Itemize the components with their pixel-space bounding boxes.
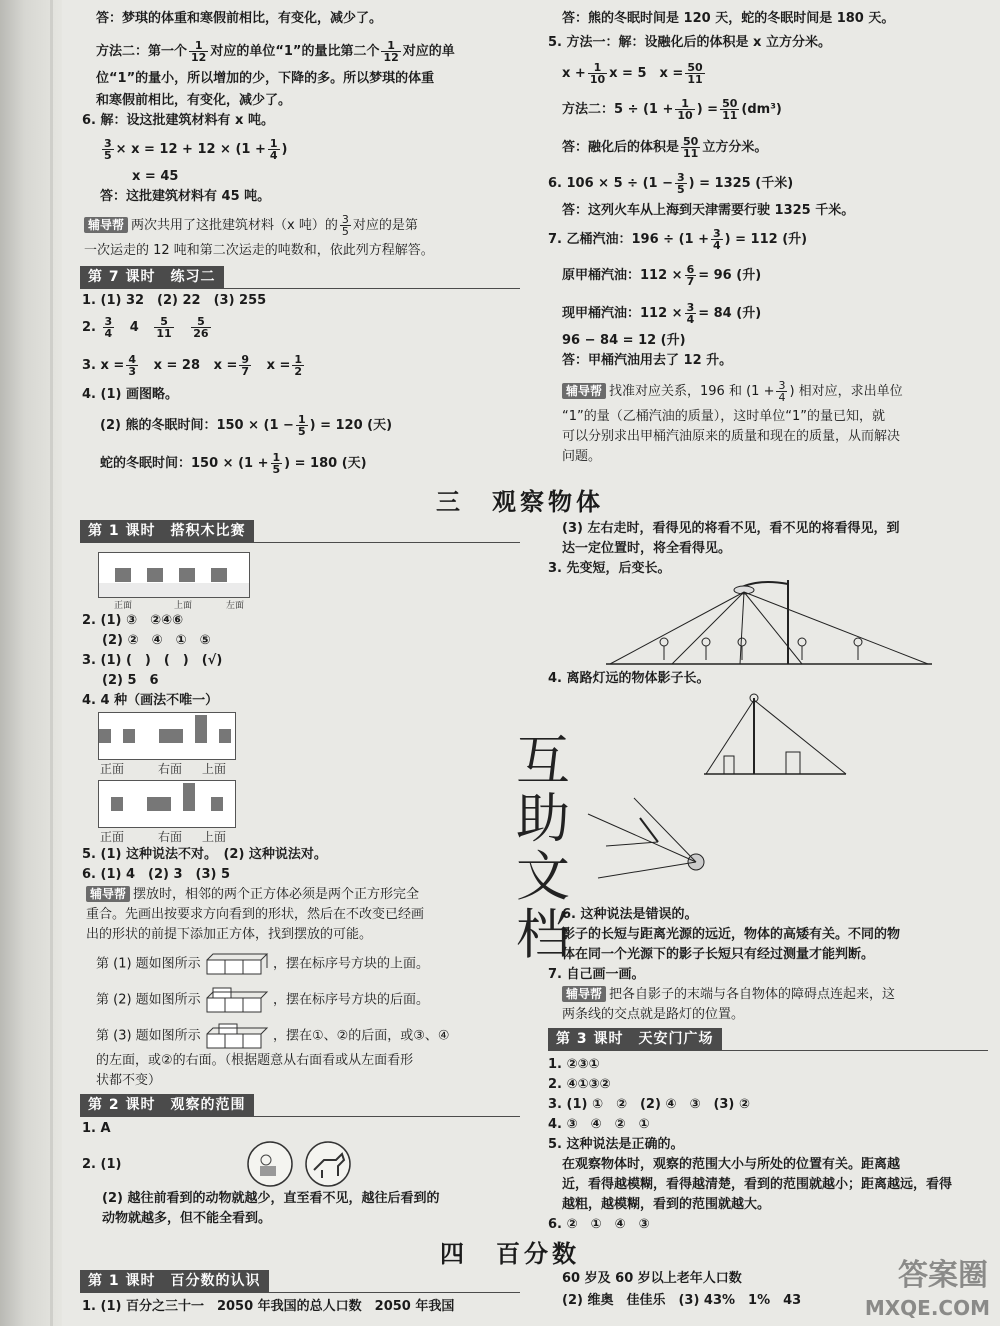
help-line: 辅导帮 把各自影子的末端与各自物体的障碍点连起来，这 (562, 986, 895, 1004)
site-watermark (840, 1246, 1000, 1326)
text-line: 7. 自己画一画。 (548, 967, 645, 982)
text-line: 6. 这种说法是错误的。 (562, 907, 698, 922)
view-label: 正面 (100, 830, 125, 844)
grid-row-shade (99, 583, 249, 597)
help-badge: 辅导帮 (84, 217, 128, 233)
object-near (724, 756, 734, 774)
text-line: 在观察物体时，观察的范围大小与所处的位置有关。距离越 (562, 1157, 901, 1172)
view-label: 上面 (174, 601, 193, 611)
streetlight-shadow-diagram (606, 576, 936, 668)
lamp-shadow-diagram (700, 690, 850, 780)
text-line: 2. (1) ③ ②④⑥ (82, 613, 183, 628)
help-line: 第 (1) 题如图所示 ，摆在标序号方块的上面。 (96, 952, 429, 976)
text-line: (2) 越往前看到的动物就越少，直至看不见，越往后看到的 (102, 1191, 440, 1206)
text-line: 方法二：第一个 $\frac{1}{12}$ 对应的单位“1”的量比第二个 $\frac{1}{12}$ 对应的单 (96, 39, 455, 64)
block-view-grid (98, 552, 250, 598)
equation-line: 96 − 84 = 12 (升) (562, 333, 686, 348)
lesson-heading: 第 3 课时 天安门广场 (548, 1028, 722, 1050)
text-line: 5. (1) 这种说法不对。 (2) 这种说法对。 (82, 847, 327, 862)
lesson-heading: 第 1 课时 百分数的认识 (80, 1270, 269, 1292)
help-badge: 辅导帮 (562, 986, 606, 1002)
heading-underline (80, 1116, 520, 1117)
heading-underline (548, 1050, 988, 1051)
horse-circle (306, 1142, 350, 1186)
dog-body (260, 1166, 276, 1176)
help-badge: 辅导帮 (86, 886, 130, 902)
text-line: (2) 5 6 (102, 673, 159, 688)
help-line: 出的形状的前提下添加正方体，找到摆放的可能。 (86, 927, 373, 942)
equation-line: 现甲桶汽油：112 × $\frac{3}{4}$ = 84 (升) (562, 301, 762, 326)
heading-underline (80, 1292, 520, 1293)
text-line: 4. 4 种（画法不唯一） (82, 693, 219, 708)
grid-block (99, 729, 111, 743)
help-line: 问题。 (562, 449, 602, 464)
grid-block (195, 715, 207, 743)
equation-line: 3. x = $\frac{4}{3}$ x = 28 x = $\frac{9}{7}$ x = $\frac{1}{2}$ (82, 353, 303, 378)
text-line: 6. (1) 4 (2) 3 (3) 5 (82, 867, 231, 882)
child-figure (798, 638, 806, 660)
heading-underline (80, 542, 520, 543)
grid-block (111, 797, 123, 811)
text-line: 动物就越多，但不能全看到。 (102, 1211, 272, 1226)
cube-figure (205, 952, 269, 976)
text-line: 和寒假前相比，有变化，减少了。 (96, 93, 292, 108)
text-line: 1. (1) 32 (2) 22 (3) 255 (82, 293, 267, 308)
block-view-grid (98, 780, 236, 828)
help-line: 一次运走的 12 吨和第二次运走的吨数和，依此列方程解答。 (84, 243, 434, 258)
help-line: 辅导帮 两次共用了这批建筑材料（x 吨）的 $\frac{3}{5}$ 对应的是第 (84, 214, 418, 237)
grid-block (123, 729, 135, 743)
text-line: (2) 维奥 佳佳乐 (3) 43% 1% 43 (562, 1293, 802, 1308)
binding-strip (50, 0, 53, 1326)
text-line: 3. (1) ( ) ( ) (√) (82, 653, 223, 668)
lesson-heading: 第 1 课时 搭积木比赛 (80, 520, 254, 542)
view-label: 上面 (202, 762, 227, 776)
text-line: 4. ③ ④ ② ① (548, 1117, 650, 1132)
child-figure (702, 638, 710, 660)
text-line: 体在同一个光源下的影子长短只有经过测量才能判断。 (562, 947, 875, 962)
help-line: 两条线的交点就是路灯的位置。 (562, 1007, 745, 1022)
text-line: 6. ② ① ④ ③ (548, 1217, 650, 1232)
equation-line: 7. 乙桶汽油：196 ÷ (1 + $\frac{3}{4}$ ) = 112 (升) (548, 227, 808, 252)
child-figure (854, 638, 862, 660)
equation-line: 蛇的冬眠时间：150 × (1 + $\frac{1}{5}$ ) = 180 (天) (100, 451, 367, 476)
equation-line: 方法二：5 ÷ (1 + $\frac{1}{10}$ ) = $\frac{50}{11}$ (dm³) (562, 97, 782, 122)
cube-figure (205, 1022, 269, 1050)
heading-underline (80, 288, 520, 289)
text-line: 3. 先变短，后变长。 (548, 561, 671, 576)
help-line: 重合。先画出按要求方向看到的形状，然后在不改变已经画 (86, 907, 425, 922)
text-line: 3. (1) ① ② (2) ④ ③ (3) ② (548, 1097, 750, 1112)
text-line: 60 岁及 60 岁以上老年人口数 (562, 1271, 742, 1286)
text-line: 4. 离路灯远的物体影子长。 (548, 671, 710, 686)
fraction-line: 2. $\frac{3}{4}$ 4 $\frac{5}{11}$ $\frac{5}{26}$ (82, 315, 209, 340)
text-line: 5. 方法一：解：设融化后的体积是 x 立方分米。 (548, 35, 831, 50)
text-line: (3) 左右走时，看得见的将看不见，看不见的将看得见，到 (562, 521, 900, 536)
child-figure (660, 638, 668, 660)
view-label: 正面 (100, 762, 125, 776)
help-line: 的左面，或②的右面。（根据题意从右面看或从左面看形 (96, 1053, 414, 1068)
grid-block (211, 797, 223, 811)
block-view-grid (98, 712, 236, 760)
text-line: 达一定位置时，将全看得见。 (562, 541, 732, 556)
equation-line: 原甲桶汽油：112 × $\frac{6}{7}$ = 96 (升) (562, 263, 762, 288)
cube-figure (205, 986, 269, 1014)
grid-block (147, 568, 163, 582)
text-line: 答：熊的冬眠时间是 120 天，蛇的冬眠时间是 180 天。 (562, 11, 895, 26)
text-line: 1. A (82, 1121, 111, 1136)
text-line: 答：融化后的体积是 $\frac{50}{11}$ 立方分米。 (562, 135, 768, 160)
text-line: 4. (1) 画图略。 (82, 387, 178, 402)
help-line: 辅导帮 摆放时，相邻的两个正方体必须是两个正方形完全 (86, 886, 419, 904)
text-line: 越粗，越模糊，看到的范围就越大。 (562, 1197, 771, 1212)
help-line: “1”的量（乙桶汽油的质量），这时单位“1”的量已知，就 (562, 409, 885, 424)
grid-block (219, 729, 231, 743)
child-figure (738, 638, 746, 660)
equation-line: x + $\frac{1}{10}$ x = 5 x = $\frac{50}{11}$ (562, 61, 703, 86)
text-line: 答：梦琪的体重和寒假前相比，有变化，减少了。 (96, 11, 383, 26)
help-line: 第 (2) 题如图所示 ，摆在标序号方块的后面。 (96, 986, 429, 1014)
grid-block (147, 797, 171, 811)
help-line: 第 (3) 题如图所示 ，摆在①、②的后面，或③、④ (96, 1022, 450, 1050)
view-label: 左面 (226, 601, 245, 611)
help-line: 可以分别求出甲桶汽油原来的质量和现在的质量，从而解决 (562, 429, 901, 444)
text-line: 答：这批建筑材料有 45 吨。 (100, 189, 271, 204)
sun-shadow-diagram (562, 786, 712, 896)
text-line: 位“1”的量小，所以增加的少，下降的多。所以梦琪的体重 (96, 71, 435, 86)
view-label: 右面 (158, 762, 183, 776)
equation-line: 6. 106 × 5 ÷ (1 − $\frac{3}{5}$ ) = 1325 (千米) (548, 171, 794, 196)
text-line: 答：这列火车从上海到天津需要行驶 1325 千米。 (562, 203, 855, 218)
text-line: 1. (1) 百分之三十一 2050 年我国的总人口数 2050 年我国 (82, 1299, 455, 1314)
view-label: 正面 (114, 601, 133, 611)
text-line: 影子的长短与距离光源的远近，物体的高矮有关。不同的物 (562, 927, 901, 942)
object-far (786, 752, 800, 774)
text-line: 近，看得越模糊，看得越清楚，看到的范围就越小；距离越远，看得 (562, 1177, 953, 1192)
equation-line: $\frac{3}{5}$ × x = 12 + 12 × (1 + $\frac{1}{4}$ ) (104, 137, 288, 162)
text-line: 1. ②③① (548, 1057, 600, 1072)
text-line: 6. 解：设这批建筑材料有 x 吨。 (82, 113, 274, 128)
handwritten-watermark: 互 助 文 档 (516, 729, 570, 966)
text-line: 2. (1) (82, 1157, 122, 1172)
animal-illustrations (244, 1138, 356, 1190)
help-line: 状都不变） (96, 1073, 162, 1088)
lesson-heading: 第 2 课时 观察的范围 (80, 1094, 254, 1116)
grid-block (179, 568, 195, 582)
help-line: 辅导帮 找准对应关系，196 和 (1 + $\frac{3}{4}$ ) 相对应，求出单位 (562, 380, 903, 403)
grid-block (211, 568, 227, 582)
help-badge: 辅导帮 (562, 383, 606, 399)
view-label: 上面 (202, 830, 227, 844)
grid-block (183, 783, 195, 811)
equation-line: (2) 熊的冬眠时间：150 × (1 − $\frac{1}{5}$ ) = 120 (天) (100, 413, 393, 438)
dog-circle (248, 1142, 292, 1186)
chapter-title: 三 观察物体 (436, 488, 604, 516)
view-label: 右面 (158, 830, 183, 844)
text-line: 答：甲桶汽油用去了 12 升。 (562, 353, 733, 368)
text-line: 2. ④①③② (548, 1077, 611, 1092)
text-line: 5. 这种说法是正确的。 (548, 1137, 684, 1152)
lesson-heading: 第 7 课时 练习二 (80, 266, 224, 288)
grid-block (159, 729, 183, 743)
watermark-logo: 答案圈 (898, 1258, 988, 1293)
grid-block (115, 568, 131, 582)
equation-line: x = 45 (132, 169, 179, 184)
chapter-title: 四 百分数 (440, 1240, 580, 1268)
watermark-text: MXQE.COM (864, 1296, 990, 1320)
text-line: (2) ② ④ ① ⑤ (102, 633, 211, 648)
